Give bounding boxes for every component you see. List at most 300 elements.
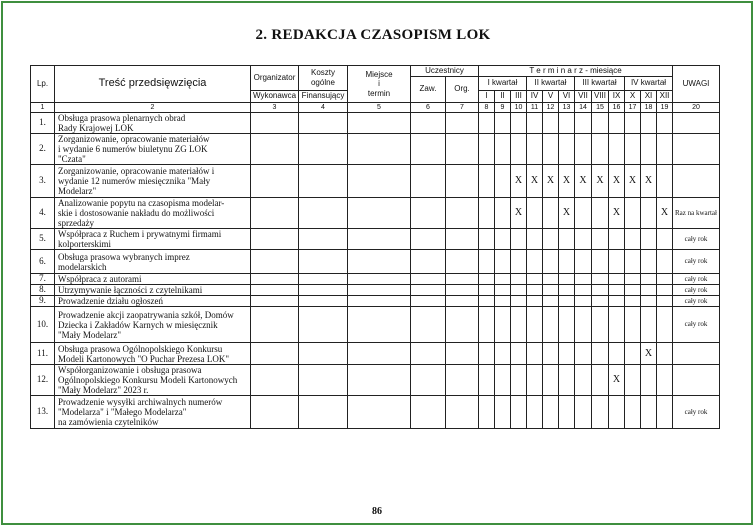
month-mark [641, 285, 657, 296]
task-line: na zamówienia czytelników [58, 417, 159, 427]
empty-cell [411, 343, 446, 365]
empty-cell [299, 229, 348, 250]
month-mark [575, 396, 592, 429]
task-line: skie i dostosowanie nakładu do możliwości [58, 208, 215, 218]
row-lp: 11. [31, 343, 55, 365]
header-month: III [511, 90, 527, 102]
column-number: 9 [495, 102, 511, 113]
row-lp: 3. [31, 165, 55, 198]
month-mark [511, 343, 527, 365]
month-mark [575, 134, 592, 165]
month-mark [479, 229, 495, 250]
task-line: "Czata" [58, 154, 86, 164]
empty-cell [411, 198, 446, 229]
empty-cell [446, 165, 479, 198]
month-mark [527, 134, 543, 165]
empty-cell [299, 396, 348, 429]
month-mark: X [609, 365, 625, 396]
empty-cell [446, 365, 479, 396]
month-mark [511, 307, 527, 343]
row-task [55, 165, 251, 198]
table-row [31, 365, 720, 396]
month-mark: X [575, 165, 592, 198]
month-mark [592, 229, 609, 250]
header-miejsce [348, 66, 411, 103]
task-line: Analizowanie popytu na czasopisma modelar- [58, 198, 225, 208]
header-month: VIII [592, 90, 609, 102]
empty-cell [251, 274, 299, 285]
header-quarter-1: I kwartał [479, 76, 527, 90]
month-mark [609, 113, 625, 134]
month-mark [495, 296, 511, 307]
header-organizator: Organizator [251, 66, 299, 91]
month-mark [511, 396, 527, 429]
header-month: II [495, 90, 511, 102]
page-title: 2. REDAKCJA CZASOPISM LOK [255, 27, 491, 43]
month-mark: X [657, 198, 673, 229]
empty-cell [299, 198, 348, 229]
header-month: VI [559, 90, 575, 102]
empty-cell [446, 396, 479, 429]
task-line: Zorganizowanie, opracowanie materiałów i [58, 166, 215, 176]
empty-cell [251, 343, 299, 365]
month-mark [592, 285, 609, 296]
column-number: 1 [31, 102, 55, 113]
empty-cell [299, 134, 348, 165]
empty-cell [411, 274, 446, 285]
month-mark [543, 274, 559, 285]
month-mark [543, 307, 559, 343]
month-mark [609, 134, 625, 165]
empty-cell [348, 250, 411, 274]
month-mark [527, 307, 543, 343]
header-tresc: Treść przedsięwzięcia [55, 66, 251, 103]
header-month: V [543, 90, 559, 102]
row-lp: 1. [31, 113, 55, 134]
table-row [31, 229, 720, 250]
schedule-table [30, 65, 720, 429]
month-mark [657, 396, 673, 429]
month-mark [527, 343, 543, 365]
column-number: 14 [575, 102, 592, 113]
column-number: 16 [609, 102, 625, 113]
month-mark: X [625, 165, 641, 198]
empty-cell [251, 250, 299, 274]
empty-cell [251, 134, 299, 165]
month-mark [575, 113, 592, 134]
month-mark [592, 307, 609, 343]
month-mark [592, 343, 609, 365]
month-mark [479, 274, 495, 285]
column-number: 6 [411, 102, 446, 113]
empty-cell [411, 307, 446, 343]
month-mark [527, 365, 543, 396]
month-mark [575, 250, 592, 274]
empty-cell [446, 134, 479, 165]
empty-cell [348, 229, 411, 250]
row-lp: 4. [31, 198, 55, 229]
empty-cell [348, 296, 411, 307]
row-task [55, 396, 251, 429]
month-mark [495, 285, 511, 296]
month-mark [559, 134, 575, 165]
month-mark [479, 296, 495, 307]
month-mark [479, 307, 495, 343]
row-uwagi: cały rok [673, 285, 720, 296]
month-mark [543, 396, 559, 429]
month-mark: X [511, 198, 527, 229]
month-mark [479, 343, 495, 365]
month-mark [527, 229, 543, 250]
empty-cell [348, 307, 411, 343]
header-miejsce-1: Miejsce [365, 69, 393, 79]
task-line: Prowadzenie akcji zaopatrywania szkół, Domów [58, 309, 234, 320]
empty-cell [411, 134, 446, 165]
month-mark [609, 285, 625, 296]
empty-cell [446, 296, 479, 307]
header-koszty-1: Koszty [310, 68, 335, 78]
month-mark [479, 396, 495, 429]
month-mark [479, 165, 495, 198]
task-line: Współpraca z autorami [58, 274, 142, 284]
empty-cell [299, 165, 348, 198]
header-terminarz: T e r m i n a r z - miesiące [479, 66, 673, 77]
month-mark: X [641, 165, 657, 198]
month-mark [559, 365, 575, 396]
empty-cell [348, 365, 411, 396]
month-mark [625, 229, 641, 250]
column-number: 7 [446, 102, 479, 113]
month-mark [641, 396, 657, 429]
month-mark [625, 307, 641, 343]
empty-cell [446, 250, 479, 274]
month-mark [657, 113, 673, 134]
empty-cell [411, 165, 446, 198]
row-uwagi [673, 343, 720, 365]
month-mark [527, 198, 543, 229]
month-mark [543, 198, 559, 229]
row-task [55, 307, 251, 343]
row-task [55, 198, 251, 229]
month-mark [592, 198, 609, 229]
task-line: "Modelarza" i "Małego Modelarza" [58, 407, 187, 417]
month-mark [559, 396, 575, 429]
month-mark [559, 307, 575, 343]
row-task [55, 365, 251, 396]
table-row [31, 343, 720, 365]
table-row [31, 274, 720, 285]
task-line: Modeli Kartonowych "O Puchar Prezesa LOK" [58, 353, 230, 364]
column-number: 2 [55, 102, 251, 113]
month-mark [657, 307, 673, 343]
empty-cell [348, 396, 411, 429]
month-mark [592, 250, 609, 274]
month-mark [592, 365, 609, 396]
month-mark [657, 250, 673, 274]
month-mark [479, 365, 495, 396]
row-lp: 12. [31, 365, 55, 396]
month-mark [609, 343, 625, 365]
month-mark [527, 285, 543, 296]
month-mark [609, 229, 625, 250]
row-uwagi [673, 365, 720, 396]
row-uwagi: cały rok [673, 274, 720, 285]
month-mark [641, 250, 657, 274]
column-number: 19 [657, 102, 673, 113]
month-mark: X [527, 165, 543, 198]
month-mark [495, 165, 511, 198]
task-line: sprzedaży [58, 218, 94, 228]
month-mark [657, 134, 673, 165]
month-mark [575, 274, 592, 285]
empty-cell [251, 198, 299, 229]
month-mark: X [511, 165, 527, 198]
month-mark [575, 229, 592, 250]
task-line: Prowadzenie działu ogłoszeń [58, 296, 163, 306]
header-month: I [479, 90, 495, 102]
month-mark [641, 198, 657, 229]
header-quarter-3: III kwartał [575, 76, 625, 90]
month-mark [495, 198, 511, 229]
month-mark [543, 229, 559, 250]
month-mark [575, 285, 592, 296]
month-mark [527, 296, 543, 307]
month-mark [641, 229, 657, 250]
task-line: Współorganizowanie i obsługa prasowa [58, 365, 202, 375]
month-mark [559, 250, 575, 274]
empty-cell [299, 113, 348, 134]
month-mark [609, 296, 625, 307]
header-month: XII [657, 90, 673, 102]
row-uwagi: cały rok [673, 250, 720, 274]
empty-cell [348, 134, 411, 165]
row-uwagi: cały rok [673, 296, 720, 307]
empty-cell [251, 285, 299, 296]
month-mark [609, 307, 625, 343]
month-mark: X [543, 165, 559, 198]
empty-cell [411, 396, 446, 429]
header-month: IX [609, 90, 625, 102]
header-quarter-2: II kwartał [527, 76, 575, 90]
month-mark [559, 296, 575, 307]
month-mark [641, 365, 657, 396]
header-month: VII [575, 90, 592, 102]
month-mark [543, 250, 559, 274]
empty-cell [411, 250, 446, 274]
month-mark [657, 229, 673, 250]
row-uwagi [673, 134, 720, 165]
row-task [55, 229, 251, 250]
month-mark [657, 296, 673, 307]
month-mark [575, 198, 592, 229]
month-mark [511, 229, 527, 250]
task-line: Współpraca z Ruchem i prywatnymi firmami [58, 229, 222, 239]
month-mark [641, 307, 657, 343]
month-mark [527, 113, 543, 134]
row-lp: 13. [31, 396, 55, 429]
month-mark [625, 198, 641, 229]
month-mark [511, 134, 527, 165]
month-mark [625, 285, 641, 296]
month-mark [625, 365, 641, 396]
empty-cell [411, 296, 446, 307]
column-number: 17 [625, 102, 641, 113]
page-number: 86 [372, 506, 382, 517]
month-mark [559, 113, 575, 134]
header-month: X [625, 90, 641, 102]
header-uwagi: UWAGI [673, 66, 720, 103]
task-line: i wydanie 6 numerów biuletynu ZG LOK [58, 144, 208, 154]
month-mark [495, 307, 511, 343]
task-line: Dziecka i Zakładów Karnych w miesięcznik [58, 319, 218, 330]
row-lp: 8. [31, 285, 55, 296]
month-mark [641, 113, 657, 134]
month-mark [575, 343, 592, 365]
empty-cell [251, 296, 299, 307]
column-number: 8 [479, 102, 495, 113]
row-task [55, 113, 251, 134]
month-mark [479, 113, 495, 134]
month-mark [657, 343, 673, 365]
header-quarter-4: IV kwartał [625, 76, 673, 90]
task-line: Zorganizowanie, opracowanie materiałów [58, 134, 210, 144]
month-mark [527, 274, 543, 285]
empty-cell [446, 274, 479, 285]
task-line: modelarskich [58, 261, 107, 272]
month-mark [495, 396, 511, 429]
document-page [1, 1, 753, 525]
empty-cell [348, 198, 411, 229]
column-number: 15 [592, 102, 609, 113]
table-row [31, 198, 720, 229]
task-line: Prowadzenie wysyłki archiwalnych numerów [58, 397, 223, 407]
header-miejsce-3: termin [367, 88, 391, 98]
month-mark: X [559, 165, 575, 198]
column-number: 20 [673, 102, 720, 113]
task-line: Modelarz" [58, 186, 97, 196]
row-uwagi: cały rok [673, 396, 720, 429]
row-lp: 7. [31, 274, 55, 285]
month-mark [479, 134, 495, 165]
month-mark [641, 296, 657, 307]
empty-cell [299, 274, 348, 285]
task-line: Ogólnopolskiego Konkursu Modeli Kartonowych [58, 375, 238, 385]
header-month: XI [641, 90, 657, 102]
month-mark: X [592, 165, 609, 198]
month-mark [575, 296, 592, 307]
row-task [55, 285, 251, 296]
month-mark: X [609, 198, 625, 229]
month-mark [479, 250, 495, 274]
empty-cell [299, 307, 348, 343]
header-miejsce-2: i [378, 79, 380, 88]
column-number: 5 [348, 102, 411, 113]
empty-cell [251, 307, 299, 343]
month-mark [575, 307, 592, 343]
month-mark [511, 113, 527, 134]
month-mark [657, 274, 673, 285]
row-task [55, 250, 251, 274]
header-zaw: Zaw. [411, 76, 446, 102]
column-number: 10 [511, 102, 527, 113]
empty-cell [251, 365, 299, 396]
month-mark [543, 296, 559, 307]
month-mark [479, 198, 495, 229]
month-mark [559, 274, 575, 285]
empty-cell [446, 285, 479, 296]
empty-cell [348, 113, 411, 134]
month-mark [495, 274, 511, 285]
month-mark [511, 296, 527, 307]
month-mark [495, 250, 511, 274]
empty-cell [251, 113, 299, 134]
row-task [55, 343, 251, 365]
month-mark [543, 343, 559, 365]
month-mark [625, 113, 641, 134]
month-mark: X [559, 198, 575, 229]
empty-cell [348, 165, 411, 198]
month-mark [495, 365, 511, 396]
task-line: Obsługa prasowa Ogólnopolskiego Konkursu [58, 343, 223, 354]
month-mark [495, 229, 511, 250]
month-mark [559, 343, 575, 365]
row-lp: 5. [31, 229, 55, 250]
header-finansujacy: Finansujący [299, 90, 348, 102]
column-number: 3 [251, 102, 299, 113]
table-row [31, 165, 720, 198]
table-row [31, 113, 720, 134]
task-line: Rady Krajowej LOK [58, 123, 134, 133]
task-line: Obsługa prasowa wybranych imprez [58, 251, 190, 262]
month-mark [592, 134, 609, 165]
month-mark [479, 285, 495, 296]
month-mark [592, 296, 609, 307]
header-koszty-2: ogólne [310, 77, 336, 87]
month-mark [527, 250, 543, 274]
header-lp: Lp. [31, 66, 55, 103]
empty-cell [446, 307, 479, 343]
month-mark [657, 165, 673, 198]
month-mark [511, 250, 527, 274]
task-line: Utrzymywanie łączności z czytelnikami [58, 285, 203, 295]
row-uwagi [673, 165, 720, 198]
month-mark [543, 365, 559, 396]
column-number: 12 [543, 102, 559, 113]
empty-cell [411, 229, 446, 250]
month-mark [625, 296, 641, 307]
header-month: IV [527, 90, 543, 102]
empty-cell [411, 365, 446, 396]
empty-cell [411, 113, 446, 134]
month-mark [543, 285, 559, 296]
empty-cell [299, 285, 348, 296]
month-mark [641, 134, 657, 165]
month-mark [495, 113, 511, 134]
month-mark [559, 285, 575, 296]
month-mark: X [641, 343, 657, 365]
month-mark [625, 396, 641, 429]
column-number: 11 [527, 102, 543, 113]
row-lp: 9. [31, 296, 55, 307]
month-mark [609, 396, 625, 429]
month-mark [511, 365, 527, 396]
month-mark [625, 250, 641, 274]
month-mark [511, 285, 527, 296]
table-row [31, 396, 720, 429]
table-row [31, 307, 720, 343]
column-number: 4 [299, 102, 348, 113]
month-mark [495, 134, 511, 165]
